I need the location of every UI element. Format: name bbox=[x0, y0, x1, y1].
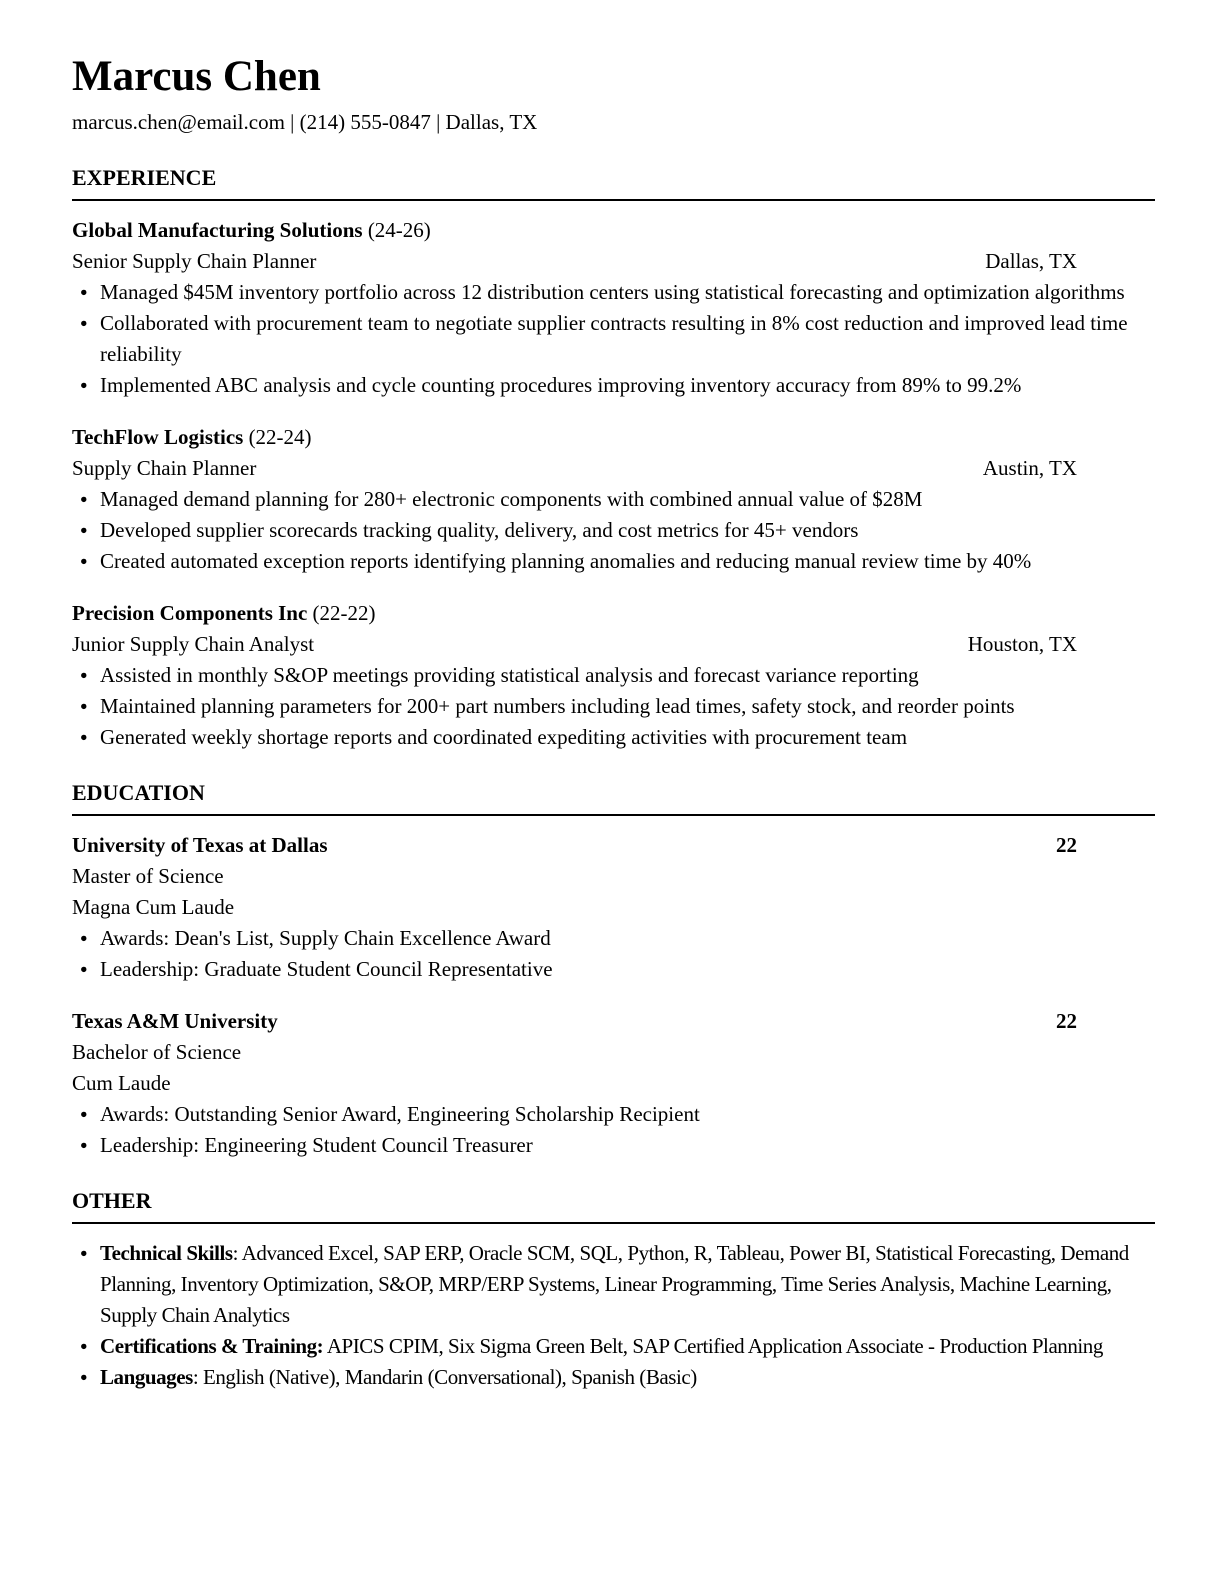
school-bullets bbox=[72, 923, 1155, 985]
bullet-text: Developed supplier scorecards tracking quality, delivery, and cost metrics for 45+ vendors bbox=[100, 518, 859, 542]
school-year: 22 bbox=[1056, 833, 1077, 857]
bullet-item bbox=[72, 923, 1155, 954]
bullet-text: Generated weekly shortage reports and coordinated expediting activities with procurement team bbox=[100, 725, 908, 749]
job-subheader bbox=[72, 453, 1155, 484]
bullet-text: Maintained planning parameters for 200+ part numbers including lead times, safety stock, and reorder points bbox=[100, 694, 1015, 718]
other-item-text: : English (Native), Mandarin (Conversational), Spanish (Basic) bbox=[192, 1365, 697, 1389]
school-bullets bbox=[72, 1099, 1155, 1161]
section-other bbox=[72, 1187, 1155, 1393]
section-education bbox=[72, 779, 1155, 1161]
company-dates: (22-22) bbox=[312, 601, 376, 625]
other-item-text: APICS CPIM, Six Sigma Green Belt, SAP Certified Application Associate - Production Planning bbox=[323, 1334, 1103, 1358]
other-item-label: Technical Skills bbox=[100, 1241, 233, 1265]
school-name: Texas A&M University bbox=[72, 1009, 278, 1033]
job-location: Houston, TX bbox=[967, 632, 1077, 656]
job-role: Supply Chain Planner bbox=[72, 456, 257, 480]
other-bullets bbox=[72, 1238, 1155, 1393]
bullet-item bbox=[72, 1331, 1155, 1362]
bullet-text: Leadership: Graduate Student Council Representative bbox=[100, 957, 553, 981]
bullet-item bbox=[72, 1362, 1155, 1393]
bullet-text: Awards: Dean's List, Supply Chain Excellence Award bbox=[100, 926, 551, 950]
school-header bbox=[72, 830, 1155, 861]
bullet-item bbox=[72, 1099, 1155, 1130]
company-name: TechFlow Logistics bbox=[72, 425, 244, 449]
bullet-text: Created automated exception reports identifying planning anomalies and reducing manual review time by 40% bbox=[100, 549, 1032, 573]
bullet-item bbox=[72, 722, 1155, 753]
bullet-item bbox=[72, 515, 1155, 546]
bullet-item bbox=[72, 277, 1155, 308]
company-name: Global Manufacturing Solutions bbox=[72, 218, 363, 242]
bullet-text: Implemented ABC analysis and cycle counting procedures improving inventory accuracy from 89% to 99.2% bbox=[100, 373, 1022, 397]
other-item-label: Certifications & Training: bbox=[100, 1334, 324, 1358]
school-entry bbox=[72, 1006, 1155, 1161]
company-dates: (24-26) bbox=[367, 218, 431, 242]
bullet-item bbox=[72, 954, 1155, 985]
school-name: University of Texas at Dallas bbox=[72, 833, 328, 857]
school-entry bbox=[72, 830, 1155, 985]
company-name: Precision Components Inc bbox=[72, 601, 308, 625]
bullet-item bbox=[72, 660, 1155, 691]
other-list bbox=[72, 1238, 1155, 1393]
degree-line: Master of Science bbox=[72, 864, 224, 888]
bullet-text: Leadership: Engineering Student Council Treasurer bbox=[100, 1133, 533, 1157]
bullet-item bbox=[72, 691, 1155, 722]
job-header bbox=[72, 598, 1155, 629]
job-entry bbox=[72, 215, 1155, 401]
bullet-item bbox=[72, 370, 1155, 401]
job-header bbox=[72, 215, 1155, 246]
job-entry bbox=[72, 422, 1155, 577]
section-title-experience: EXPERIENCE bbox=[72, 164, 1155, 201]
bullet-text: Managed $45M inventory portfolio across 12 distribution centers using statistical forecasting and optimization algorithms bbox=[100, 280, 1125, 304]
job-bullets bbox=[72, 484, 1155, 577]
honors-line: Magna Cum Laude bbox=[72, 895, 235, 919]
job-location: Dallas, TX bbox=[985, 249, 1077, 273]
job-subheader bbox=[72, 246, 1155, 277]
contact-line: marcus.chen@email.com | (214) 555-0847 | Dallas, TX bbox=[72, 110, 538, 134]
school-header bbox=[72, 1006, 1155, 1037]
bullet-text: Awards: Outstanding Senior Award, Engineering Scholarship Recipient bbox=[100, 1102, 700, 1126]
bullet-item bbox=[72, 1238, 1155, 1331]
bullet-item bbox=[72, 1130, 1155, 1161]
company-dates: (22-24) bbox=[248, 425, 312, 449]
name-heading: Marcus Chen bbox=[72, 53, 321, 100]
section-experience bbox=[72, 164, 1155, 753]
job-role: Junior Supply Chain Analyst bbox=[72, 632, 315, 656]
job-role: Senior Supply Chain Planner bbox=[72, 249, 317, 273]
bullet-item bbox=[72, 546, 1155, 577]
section-title-education: EDUCATION bbox=[72, 779, 1155, 816]
other-item-text: : Advanced Excel, SAP ERP, Oracle SCM, SQL, Python, R, Tableau, Power BI, Statistical Forecasting, Demand Planning, Inventory Optimization, S&OP, MRP/ERP Systems, Linear Programming, Time Series Analysis, Machine Learning, Supply Chain Analytics bbox=[100, 1241, 1129, 1327]
bullet-item bbox=[72, 308, 1155, 370]
bullet-text: Collaborated with procurement team to negotiate supplier contracts resulting in 8% cost reduction and improved lead time reliability bbox=[100, 311, 1128, 366]
degree-line: Bachelor of Science bbox=[72, 1040, 242, 1064]
job-bullets bbox=[72, 277, 1155, 401]
honors-line: Cum Laude bbox=[72, 1071, 171, 1095]
bullet-item bbox=[72, 484, 1155, 515]
bullet-text: Managed demand planning for 280+ electronic components with combined annual value of $28M bbox=[100, 487, 923, 511]
school-year: 22 bbox=[1056, 1009, 1077, 1033]
job-location: Austin, TX bbox=[982, 456, 1077, 480]
job-entry bbox=[72, 598, 1155, 753]
job-subheader bbox=[72, 629, 1155, 660]
job-bullets bbox=[72, 660, 1155, 753]
job-header bbox=[72, 422, 1155, 453]
other-item-label: Languages bbox=[100, 1365, 193, 1389]
bullet-text: Assisted in monthly S&OP meetings providing statistical analysis and forecast variance reporting bbox=[100, 663, 919, 687]
section-title-other: OTHER bbox=[72, 1187, 1155, 1224]
